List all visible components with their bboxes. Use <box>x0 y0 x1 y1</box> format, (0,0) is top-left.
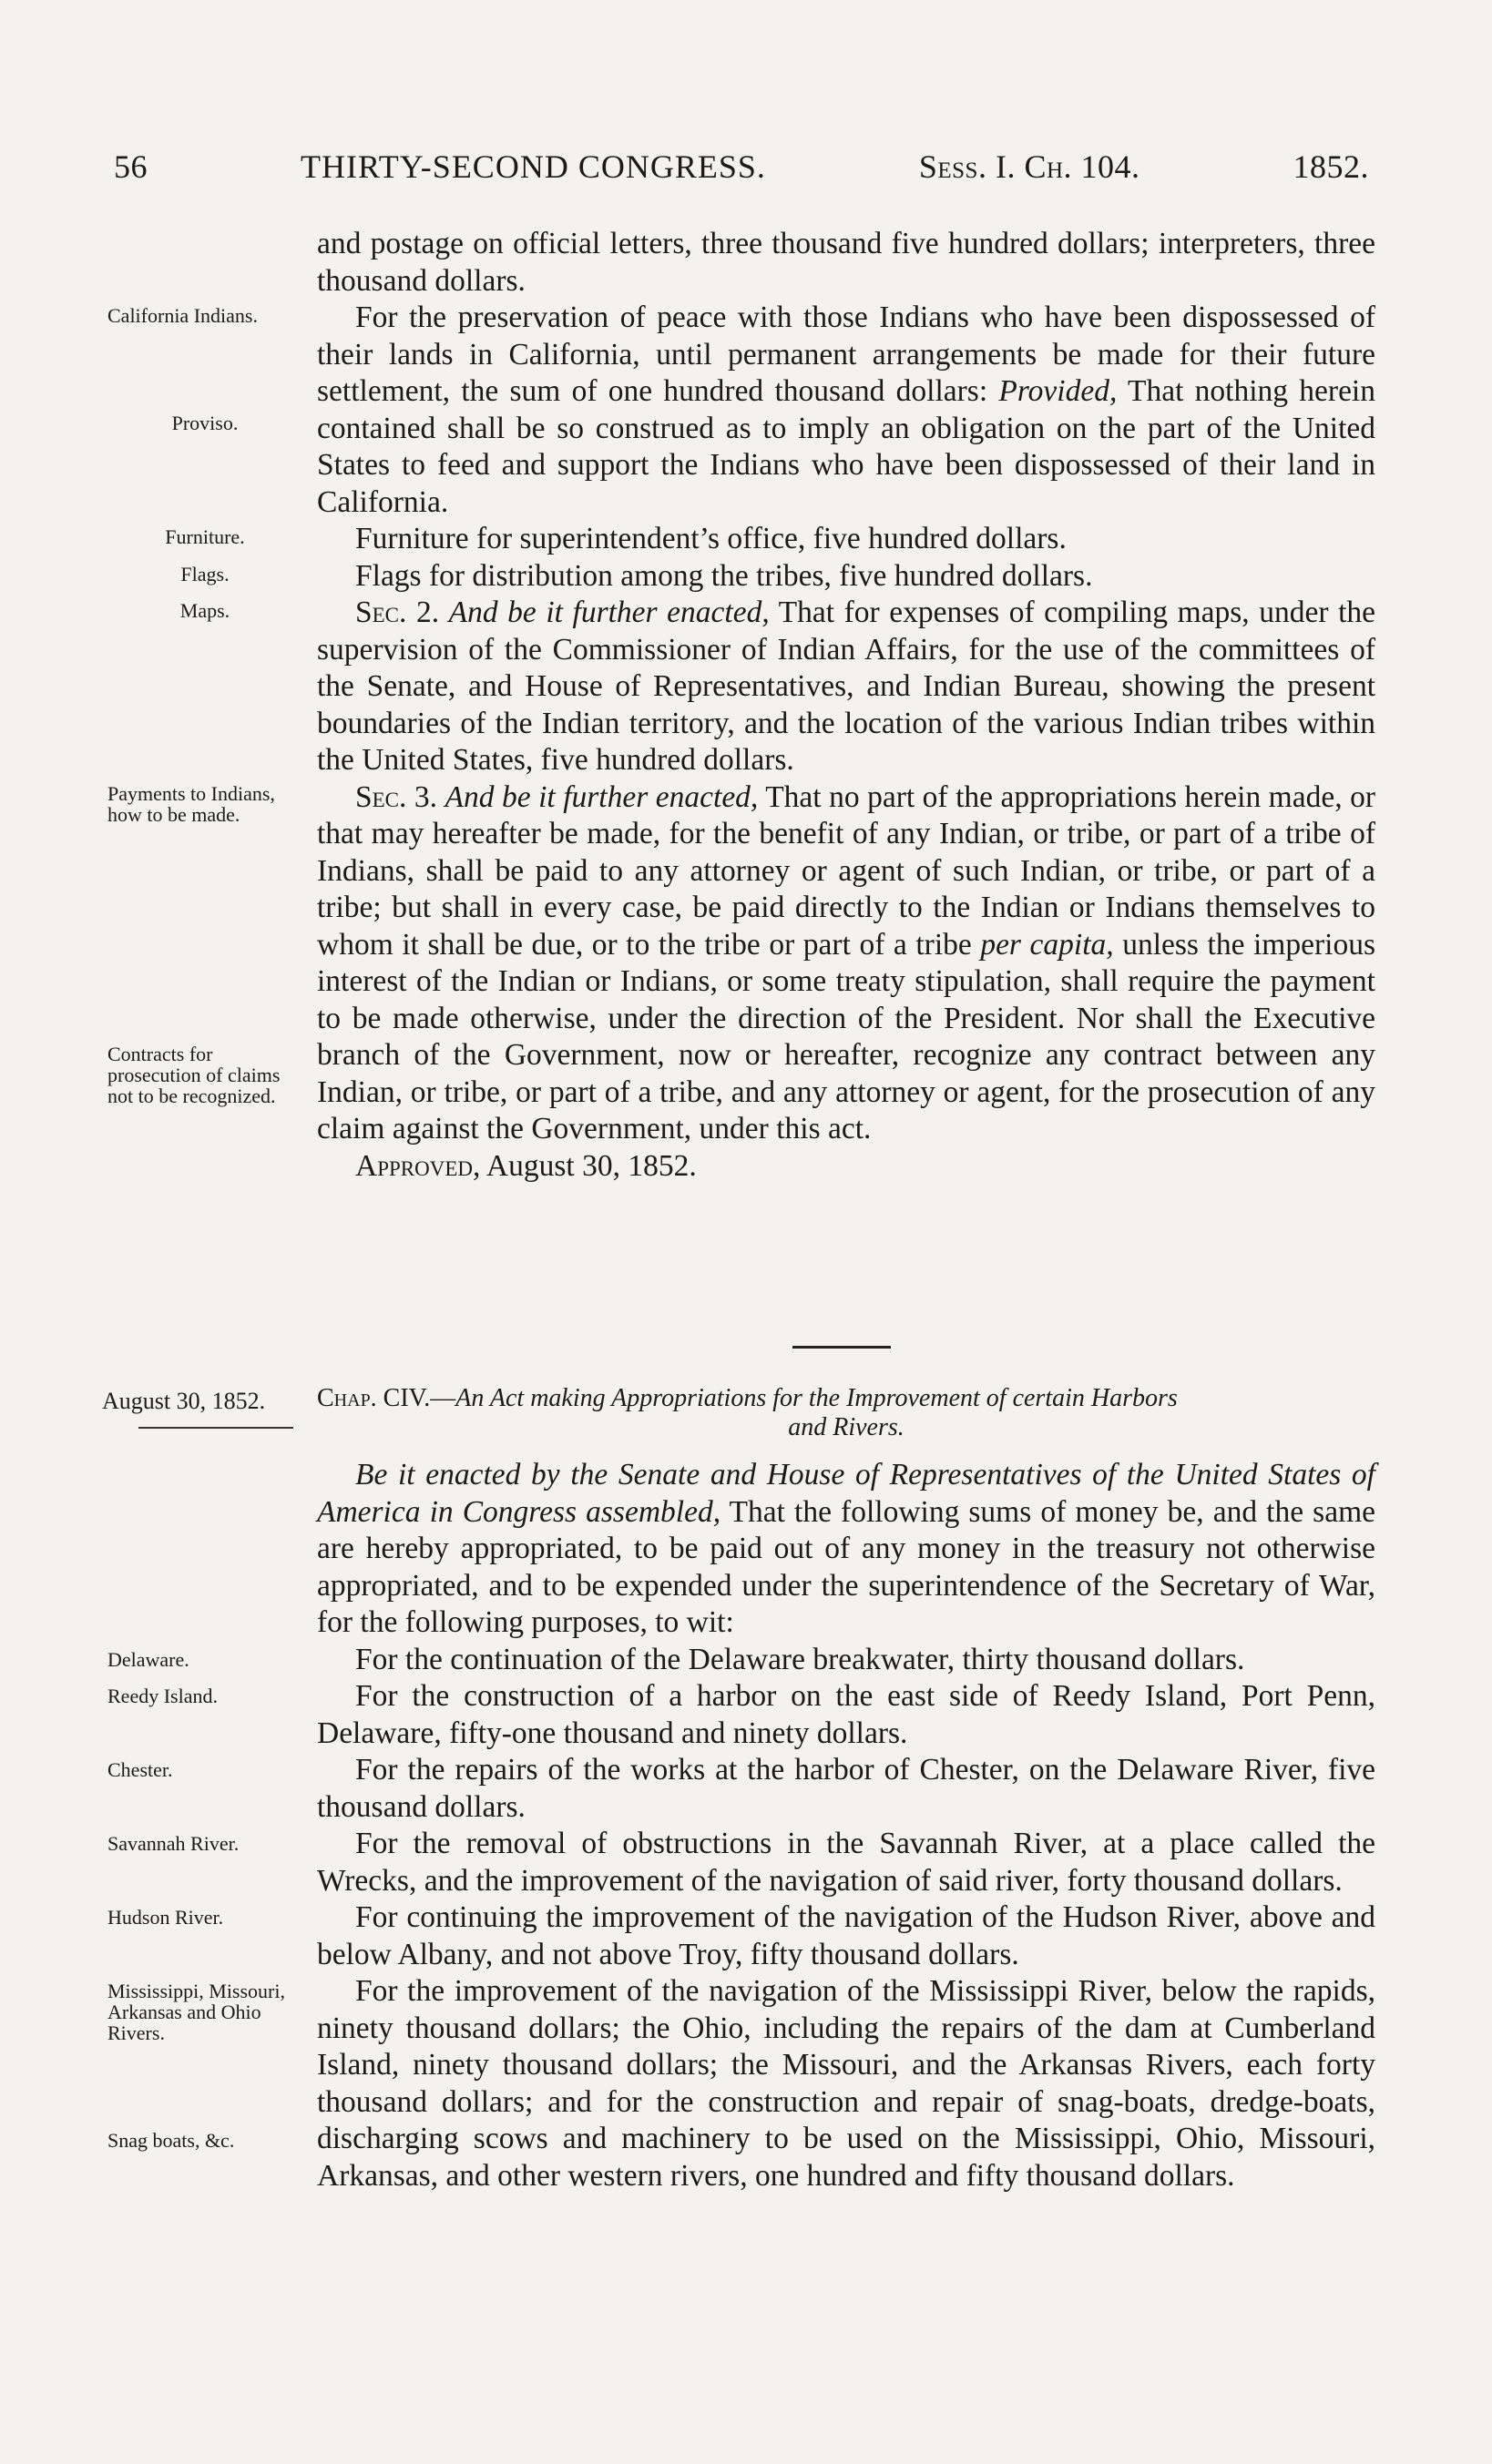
para-delaware: Delaware. For the continuation of the Delaware breakwater, thirty thousand dollars. <box>107 1642 1245 1676</box>
para-sec2-maps: Maps. Sec. 2. And be it further enacted, That for expenses of compiling maps, under the supervision of the Commissioner of Indian Affairs, for the use of the committees of the Senate, and House of Representatives, and Indian Bureau, showing the present boundaries of the Indian territory, and the location of the various Indian tribes within the United States, five hundred dollars. <box>0 595 1492 779</box>
header-year: 1852. <box>1293 148 1369 185</box>
para-reedy-island: Reedy Island. For the construction of a harbor on the east side of Reedy Island, Port Penn, Delaware, fifty-one thousand and ninety dollars. <box>107 1679 1375 1750</box>
margin-note-contracts: Contracts for prosecution of claims not to be recognized. <box>107 1042 281 1107</box>
margin-note-payments: Payments to Indians, how to be made. <box>107 781 275 826</box>
sec3-label: Sec. 3. <box>355 779 438 814</box>
sec2-label: Sec. 2. <box>355 596 440 629</box>
section-divider <box>792 1346 891 1349</box>
para-opening: and postage on official letters, three thousand five hundred dollars; interpreters, three thousand dollars. <box>317 227 1375 298</box>
running-title: THIRTY-SECOND CONGRESS. <box>300 148 766 185</box>
date-underline <box>138 1427 293 1429</box>
margin-note-delaware: Delaware. <box>107 1647 189 1671</box>
margin-note-reedy-island: Reedy Island. <box>107 1685 218 1707</box>
margin-note-proviso: Proviso. <box>171 412 239 434</box>
section-chapter-104 <box>0 1457 1492 2194</box>
para-savannah: Savannah River. For the removal of obstructions in the Savannah River, at a place called the Wrecks, and the improvement of the navigation of said river, forty thousand dollars. <box>107 1827 1375 1898</box>
session-chapter: Sess. I. Ch. 104. <box>918 148 1140 185</box>
approved-line: Approved, August 30, 1852. <box>355 1148 697 1183</box>
running-header <box>114 148 1369 186</box>
para-furniture: Furniture. Furniture for superintendent’s office, five hundred dollars. <box>0 521 1492 558</box>
margin-note-furniture: Furniture. <box>165 525 245 548</box>
margin-note-maps: Maps. <box>179 599 230 622</box>
margin-note-savannah: Savannah River. <box>107 1832 240 1855</box>
margin-note-mississippi: Mississippi, Missouri, Arkansas and Ohio Rivers. <box>107 1980 285 2044</box>
act-date: August 30, 1852. <box>102 1388 266 1414</box>
chap-label: Chap. CIV.— <box>317 1384 456 1412</box>
para-california: California Indians. Proviso. For the preservation of peace with those Indians who have been dispossessed of their lands in California, until permanent arrangements be made for their future settlement, the sum of one hundred thousand dollars: Provided, That nothing herein contained shall be so construed as to imply an obligation on the part of the United States to feed and support the Indians who have been dispossessed of their land in California. <box>107 300 1375 519</box>
chapter-title: Chap. CIV.—An Act making Appropriations for the Improvement of certain Harbors and Rivers. <box>317 1384 1178 1441</box>
margin-note-flags: Flags. <box>180 562 230 585</box>
margin-note-snag-boats: Snag boats, &c. <box>107 2129 235 2152</box>
para-chester: Chester. For the repairs of the works at the harbor of Chester, on the Delaware River, five thousand dollars. <box>107 1753 1375 1824</box>
section-chapter-103 <box>0 226 1492 1185</box>
para-sec3-payments: Payments to Indians, how to be made. Contracts for prosecution of claims not to be recognized. Sec. 3. And be it further enacted, That no part of the appropriations herein made, or that may hereafter be made, for the benefit of any Indian, or tribe, or part of a tribe of Indians, shall be paid to any attorney or agent of such Indian, or tribe, or part of a tribe; but shall in every case, be paid directly to the Indian or Indians themselves to whom it shall be due, or to the tribe or part of a tribe per capita, unless the imperious interest of the Indian or Indians, or some treaty stipulation, shall require the payment to be made otherwise, under the direction of the President. Nor shall the Executive branch of the Government, now or hereafter, recognize any contract between any Indian, or tribe, or part of a tribe, and any attorney or agent, for the prosecution of any claim against the Government, under this act. <box>107 779 1376 1145</box>
page-number: 56 <box>114 148 148 185</box>
margin-note-california: California Indians. <box>107 304 258 327</box>
para-enacting-clause: Be it enacted by the Senate and House of Representatives of the United States of America in Congress assembled, That the following sums of money be, and the same are hereby appropriated, to be paid out of any money in the treasury not otherwise appropriated, and to be expended under the superintendence of the Secretary of War, for the following purposes, to wit: <box>317 1458 1375 1639</box>
margin-note-chester: Chester. <box>107 1758 173 1781</box>
per-capita: per capita, <box>980 927 1114 962</box>
para-flags: Flags. Flags for distribution among the tribes, five hundred dollars. <box>0 558 1492 596</box>
para-hudson: Hudson River. For continuing the improvement of the navigation of the Hudson River, above and below Albany, and not above Troy, fifty thousand dollars. <box>107 1900 1375 1971</box>
margin-note-hudson: Hudson River. <box>107 1906 224 1929</box>
para-mississippi: Mississippi, Missouri, Arkansas and Ohio Rivers. Snag boats, &c. For the improvement of the navigation of the Mississippi River, below the rapids, ninety thousand dollars; the Ohio, including the repairs of the dam at Cumberland Island, ninety thousand dollars; the Missouri, and the Arkansas Rivers, each forty thousand dollars; and for the construction and repair of snag-boats, dredge-boats, discharging scows and machinery to be used on the Mississippi, Ohio, Missouri, Arkansas, and other western rivers, one hundred and fifty thousand dollars. <box>107 1974 1375 2193</box>
provided-label: Provided, <box>998 374 1118 408</box>
